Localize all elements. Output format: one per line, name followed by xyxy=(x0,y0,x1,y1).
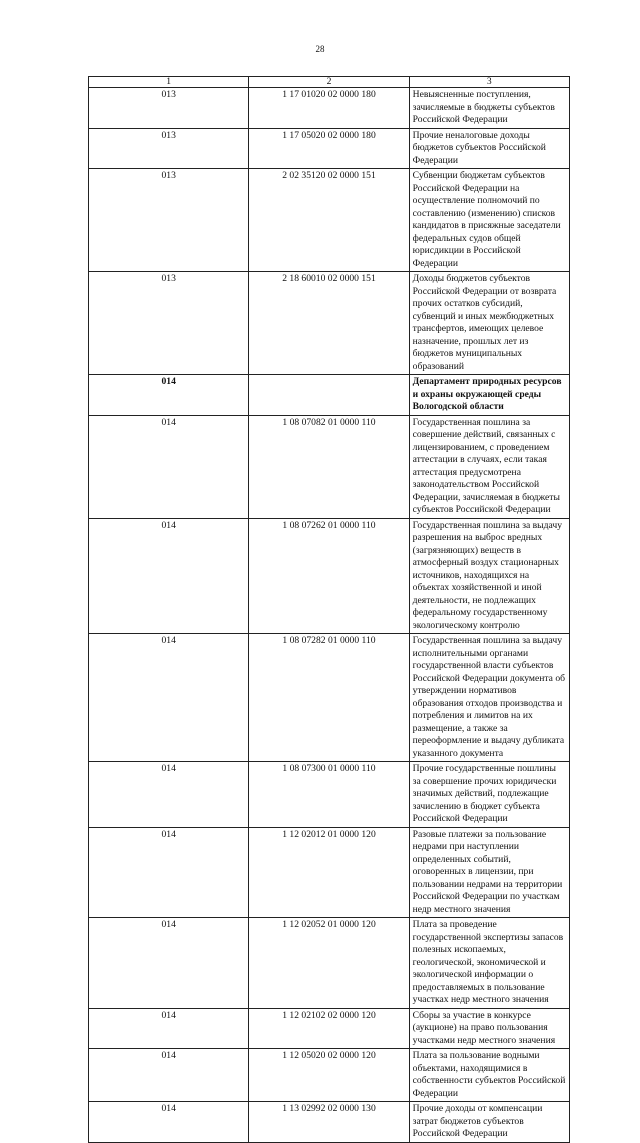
budget-code-cell: 1 08 07300 01 0000 110 xyxy=(249,762,409,828)
revenue-codes-table xyxy=(88,76,570,1143)
table-row xyxy=(89,272,570,375)
revenue-name-cell: Сборы за участие в конкурсе (аукционе) на право пользования участками недр местного значения xyxy=(409,1008,569,1049)
budget-code-cell: 1 12 02012 01 0000 120 xyxy=(249,827,409,918)
admin-code-cell: 014 xyxy=(89,827,249,918)
table-row xyxy=(89,1008,570,1049)
table-row xyxy=(89,827,570,918)
budget-code-cell: 1 08 07082 01 0000 110 xyxy=(249,415,409,518)
admin-code-cell: 014 xyxy=(89,634,249,762)
budget-code-cell xyxy=(249,375,409,416)
admin-code-cell: 014 xyxy=(89,1008,249,1049)
admin-code-cell: 014 xyxy=(89,1049,249,1102)
table-row xyxy=(89,518,570,634)
table-row xyxy=(89,762,570,828)
budget-code-cell: 2 18 60010 02 0000 151 xyxy=(249,272,409,375)
table-row xyxy=(89,88,570,129)
revenue-name-cell: Государственная пошлина за выдачу исполнительными органами государственной власти субъектов Российской Федерации документа об утверждении нормативов образования отходов производства и потребления и лимитов на их размещение, а также за переоформление и выдачу дубликата указанного документа xyxy=(409,634,569,762)
budget-code-cell: 1 13 02992 02 0000 130 xyxy=(249,1102,409,1143)
admin-code-cell: 014 xyxy=(89,375,249,416)
revenue-name-cell: Плата за проведение государственной экспертизы запасов полезных ископаемых, геологической, экономической и экологической информации о предоставляемых в пользование участках недр местного значения xyxy=(409,918,569,1009)
table-row xyxy=(89,1102,570,1143)
revenue-name-cell: Разовые платежи за пользование недрами при наступлении определенных событий, оговоренных в лицензии, при пользовании недрами на территории Российской Федерации по участкам недр местного значения xyxy=(409,827,569,918)
budget-code-cell: 1 17 01020 02 0000 180 xyxy=(249,88,409,129)
budget-code-cell: 1 12 02102 02 0000 120 xyxy=(249,1008,409,1049)
revenue-name-cell: Субвенции бюджетам субъектов Российской Федерации на осуществление полномочий по составлению (изменению) списков кандидатов в присяжные заседатели федеральных судов общей юрисдикции в Российской Федерации xyxy=(409,169,569,272)
page-number: 28 xyxy=(315,44,325,54)
revenue-name-cell: Доходы бюджетов субъектов Российской Федерации от возврата прочих остатков субсидий, субвенций и иных межбюджетных трансфертов, имеющих целевое назначение, прошлых лет из бюджетов муниципальных образований xyxy=(409,272,569,375)
column-header: 2 xyxy=(249,77,409,88)
revenue-name-cell: Департамент природных ресурсов и охраны окружающей среды Вологодской области xyxy=(409,375,569,416)
budget-code-cell: 1 17 05020 02 0000 180 xyxy=(249,128,409,169)
table-row xyxy=(89,634,570,762)
table-body xyxy=(89,88,570,1143)
budget-code-cell: 1 12 02052 01 0000 120 xyxy=(249,918,409,1009)
revenue-name-cell: Прочие доходы от компенсации затрат бюджетов субъектов Российской Федерации xyxy=(409,1102,569,1143)
table-row xyxy=(89,415,570,518)
revenue-name-cell: Прочие неналоговые доходы бюджетов субъектов Российской Федерации xyxy=(409,128,569,169)
budget-code-cell: 1 08 07282 01 0000 110 xyxy=(249,634,409,762)
table-row xyxy=(89,128,570,169)
admin-code-cell: 014 xyxy=(89,1102,249,1143)
admin-code-cell: 014 xyxy=(89,762,249,828)
table-row xyxy=(89,918,570,1009)
budget-code-cell: 2 02 35120 02 0000 151 xyxy=(249,169,409,272)
revenue-name-cell: Государственная пошлина за выдачу разрешения на выброс вредных (загрязняющих) веществ в атмосферный воздух стационарных источников, находящихся на объектах хозяйственной и иной деятельности, не подлежащих федеральному государственному экологическому контролю xyxy=(409,518,569,634)
table-row xyxy=(89,375,570,416)
table-header-row xyxy=(89,77,570,88)
revenue-name-cell: Прочие государственные пошлины за совершение прочих юридически значимых действий, подлежащие зачислению в бюджет субъекта Российской Федерации xyxy=(409,762,569,828)
admin-code-cell: 013 xyxy=(89,128,249,169)
revenue-name-cell: Плата за пользование водными объектами, находящимися в собственности субъектов Российской Федерации xyxy=(409,1049,569,1102)
revenue-name-cell: Государственная пошлина за совершение действий, связанных с лицензированием, с проведением аттестации в случаях, если такая аттестация предусмотрена законодательством Российской Федерации, зачисляемая в бюджеты субъектов Российской Федерации xyxy=(409,415,569,518)
budget-code-cell: 1 08 07262 01 0000 110 xyxy=(249,518,409,634)
revenue-name-cell: Невыясненные поступления, зачисляемые в бюджеты субъектов Российской Федерации xyxy=(409,88,569,129)
budget-code-cell: 1 12 05020 02 0000 120 xyxy=(249,1049,409,1102)
table-row xyxy=(89,1049,570,1102)
admin-code-cell: 013 xyxy=(89,169,249,272)
admin-code-cell: 013 xyxy=(89,88,249,129)
column-header: 3 xyxy=(409,77,569,88)
column-header: 1 xyxy=(89,77,249,88)
admin-code-cell: 014 xyxy=(89,918,249,1009)
admin-code-cell: 013 xyxy=(89,272,249,375)
table-row xyxy=(89,169,570,272)
admin-code-cell: 014 xyxy=(89,518,249,634)
admin-code-cell: 014 xyxy=(89,415,249,518)
